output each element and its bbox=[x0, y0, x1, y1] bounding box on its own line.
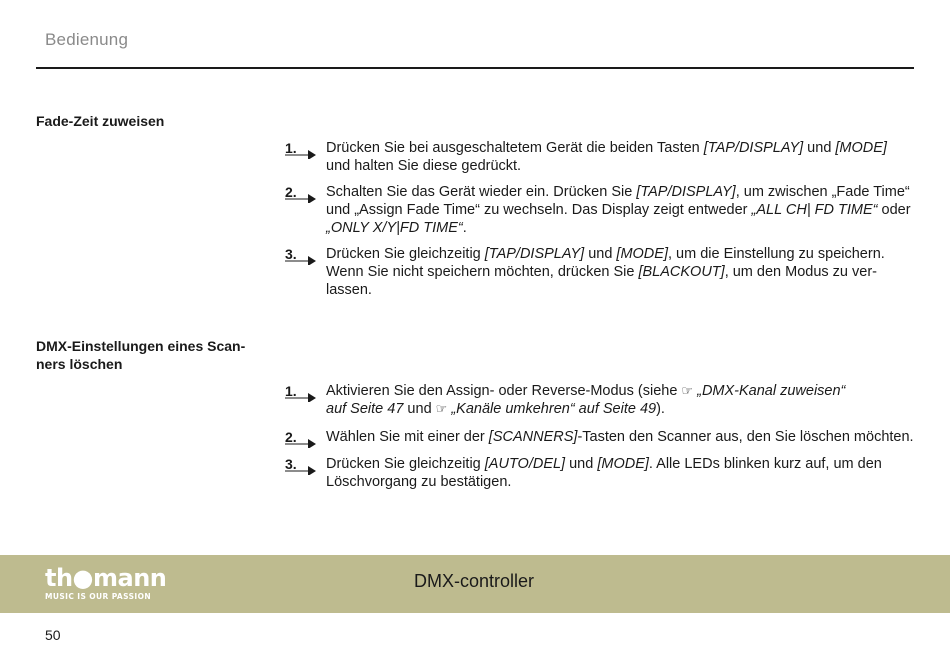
step-number: 3. bbox=[285, 246, 297, 262]
arrow-right-icon bbox=[285, 461, 317, 475]
step-text: Schalten Sie das Gerät wieder ein. Drücken Sie [TAP/DISPLAY], um zwischen „Fade Time“ und „Assign Fade Time“ zu wechseln. Das Display zeigt entweder „ALL CH| FD TIME“ oder „ONLY X/Y|FD TIME“. bbox=[326, 184, 911, 236]
step-item bbox=[285, 245, 915, 299]
step-number: 1. bbox=[285, 140, 297, 156]
page-number: 50 bbox=[45, 627, 61, 643]
thomann-logo bbox=[45, 566, 166, 601]
section-heading-fade-time: Fade-Zeit zuweisen bbox=[36, 113, 165, 129]
arrow-right-icon bbox=[285, 434, 317, 448]
arrow-right-icon bbox=[285, 189, 317, 203]
step-text: Drücken Sie gleichzeitig [AUTO/DEL] und [MODE]. Alle LEDs blinken kurz auf, um den Löschvorgang zu bestätigen. bbox=[326, 456, 882, 490]
logo-tagline: MUSIC IS OUR PASSION bbox=[45, 592, 152, 601]
step-number: 2. bbox=[285, 184, 297, 200]
step-item bbox=[285, 455, 915, 491]
arrow-right-icon bbox=[285, 388, 317, 402]
step-item bbox=[285, 382, 915, 418]
step-item bbox=[285, 183, 915, 237]
step-text: Drücken Sie gleichzeitig [TAP/DISPLAY] und [MODE], um die Einstellung zu speichern. Wenn Sie nicht speichern möchten, drücken Sie [BLACKOUT], um den Modus zu ver- lassen. bbox=[326, 246, 885, 298]
step-text: Wählen Sie mit einer der [SCANNERS]-Tasten den Scanner aus, den Sie löschen möchten. bbox=[326, 429, 914, 445]
step-text: Drücken Sie bei ausgeschaltetem Gerät die beiden Tasten [TAP/DISPLAY] und [MODE] und halten Sie diese gedrückt. bbox=[326, 140, 887, 174]
step-text: Aktivieren Sie den Assign- oder Reverse-Modus (siehe ☞ „DMX-Kanal zuweisen“ auf Seite 47 und ☞ „Kanäle umkehren“ auf Seite 49). bbox=[326, 383, 846, 417]
step-number: 2. bbox=[285, 429, 297, 445]
step-item bbox=[285, 428, 915, 446]
section-heading-dmx-clear: DMX-Einstellungen eines Scan- ners löschen bbox=[36, 338, 246, 372]
arrow-right-icon bbox=[285, 145, 317, 159]
page-header-title: Bedienung bbox=[45, 30, 129, 49]
step-number: 3. bbox=[285, 456, 297, 472]
header-divider bbox=[36, 67, 914, 69]
step-number: 1. bbox=[285, 383, 297, 399]
arrow-right-icon bbox=[285, 251, 317, 265]
steps-list-dmx-clear bbox=[285, 382, 915, 491]
footer-product-title: DMX-controller bbox=[414, 571, 535, 591]
logo-wordmark: th●mann bbox=[45, 564, 167, 592]
steps-list-fade-time bbox=[285, 139, 915, 299]
step-item bbox=[285, 139, 915, 175]
